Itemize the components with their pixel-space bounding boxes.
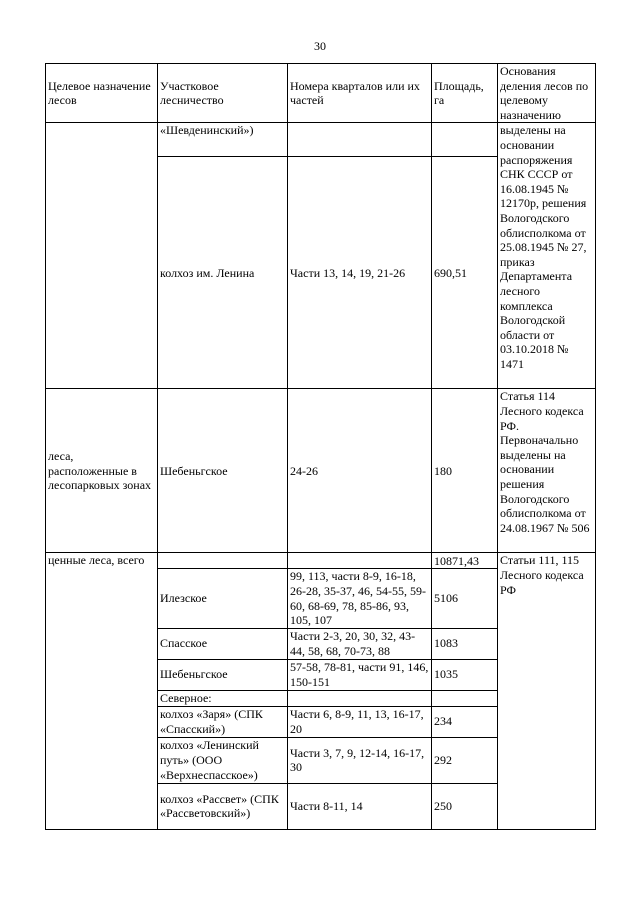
forest-purpose-table bbox=[45, 63, 596, 830]
quarters-cell: 99, 113, части 8-9, 16-18, 26-28, 35-37, 46, 54-55, 59-60, 68-69, 78, 85-86, 93, 105, 107 bbox=[288, 569, 432, 628]
basis-cell: Статьи 111, 115 Лесного кодекса РФ bbox=[498, 553, 596, 829]
forestry-cell: Шебеньгское bbox=[158, 659, 288, 690]
table-row bbox=[46, 123, 596, 157]
area-cell: 234 bbox=[432, 706, 498, 737]
header-basis: Основания деления лесов по целевому назначению bbox=[498, 64, 596, 123]
area-cell: 10871,43 bbox=[432, 553, 498, 569]
area-cell: 690,51 bbox=[432, 157, 498, 389]
quarters-cell: 24-26 bbox=[288, 389, 432, 553]
quarters-cell bbox=[288, 123, 432, 157]
area-cell: 1035 bbox=[432, 659, 498, 690]
forestry-cell: колхоз «Рассвет» (СПК «Рассветовский») bbox=[158, 783, 288, 829]
area-cell: 5106 bbox=[432, 569, 498, 628]
quarters-cell: Части 3, 7, 9, 12-14, 16-17, 30 bbox=[288, 737, 432, 783]
area-cell bbox=[432, 123, 498, 157]
purpose-cell: ценные леса, всего bbox=[46, 553, 158, 829]
forestry-cell bbox=[158, 553, 288, 569]
table-header-row bbox=[46, 64, 596, 123]
quarters-cell: Части 8-11, 14 bbox=[288, 783, 432, 829]
table-row bbox=[46, 389, 596, 553]
basis-cell: выделены на основании распоряжения СНК СССР от 16.08.1945 № 12170р, решения Вологодского облисполкома от 25.08.1945 № 27, приказ Департамента лесного комплекса Вологодской области от 03.10.2018 № 1471 bbox=[498, 123, 596, 389]
area-cell: 250 bbox=[432, 783, 498, 829]
basis-cell: Статья 114 Лесного кодекса РФ. Первоначально выделены на основании решения Вологодского облисполкома от 24.08.1967 № 506 bbox=[498, 389, 596, 553]
forestry-cell: Северное: bbox=[158, 690, 288, 706]
area-cell bbox=[432, 690, 498, 706]
header-quarters: Номера кварталов или их частей bbox=[288, 64, 432, 123]
purpose-cell: леса, расположенные в лесопарковых зонах bbox=[46, 389, 158, 553]
forestry-cell: колхоз им. Ленина bbox=[158, 157, 288, 389]
forestry-cell: Шебеньгское bbox=[158, 389, 288, 553]
quarters-cell bbox=[288, 690, 432, 706]
table-row bbox=[46, 553, 596, 569]
quarters-cell: 57-58, 78-81, части 91, 146, 150-151 bbox=[288, 659, 432, 690]
page-number: 30 bbox=[314, 39, 326, 53]
forestry-cell: колхоз «Заря» (СПК «Спасский») bbox=[158, 706, 288, 737]
quarters-cell: Части 2-3, 20, 30, 32, 43-44, 58, 68, 70-73, 88 bbox=[288, 628, 432, 659]
forestry-cell: Илезское bbox=[158, 569, 288, 628]
header-purpose: Целевое назначение лесов bbox=[46, 64, 158, 123]
forestry-cell: колхоз «Ленинский путь» (ООО «Верхнеспасское») bbox=[158, 737, 288, 783]
header-area: Площадь, га bbox=[432, 64, 498, 123]
quarters-cell: Части 13, 14, 19, 21-26 bbox=[288, 157, 432, 389]
header-forestry: Участковое лесничество bbox=[158, 64, 288, 123]
purpose-cell bbox=[46, 123, 158, 389]
forestry-cell: Спасское bbox=[158, 628, 288, 659]
quarters-cell: Части 6, 8-9, 11, 13, 16-17, 20 bbox=[288, 706, 432, 737]
area-cell: 180 bbox=[432, 389, 498, 553]
forestry-cell: «Шевденинский») bbox=[158, 123, 288, 157]
quarters-cell bbox=[288, 553, 432, 569]
area-cell: 1083 bbox=[432, 628, 498, 659]
area-cell: 292 bbox=[432, 737, 498, 783]
